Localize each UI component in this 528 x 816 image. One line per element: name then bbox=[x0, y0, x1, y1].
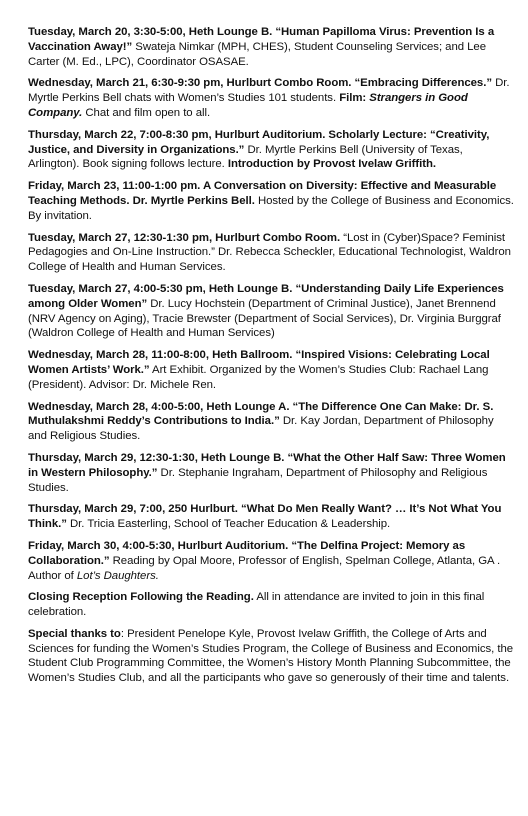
event-details: Dr. Kay Jordan, Department of Philosophy and Religious Studies. bbox=[28, 415, 494, 443]
book-title: Lot’s Daughters. bbox=[76, 569, 159, 582]
event-details: Dr. Stephanie Ingraham, Department of Philosophy and Religious Studies. bbox=[28, 466, 488, 494]
event-details: Dr. Tricia Easterling, School of Teacher Education & Leadership. bbox=[66, 518, 391, 531]
event-entry bbox=[28, 25, 514, 69]
event-heading: Tuesday, March 27, 4:00-5:30 pm, Heth Lounge B. “Understanding Daily Life Experiences among Older Women” bbox=[28, 282, 504, 310]
event-details: Swateja Nimkar (MPH, CHES), Student Counseling Services; and Lee Carter (M. Ed., LPC), Coordinator OSASAE. bbox=[28, 40, 486, 68]
event-entry bbox=[28, 282, 514, 341]
special-thanks-heading: Special thanks to bbox=[28, 627, 121, 640]
event-heading: Thursday, March 29, 7:00, 250 Hurlburt. “What Do Men Really Want? … It’s Not What You Think.” bbox=[28, 503, 502, 531]
event-details: Reading by Opal Moore, Professor of English, Spelman College, Atlanta, GA . Author of bbox=[28, 554, 501, 582]
event-details: Dr. Myrtle Perkins Bell (University of Texas, Arlington). Book signing follows lecture. bbox=[28, 143, 463, 171]
event-details: Hosted by the College of Business and Economics. By invitation. bbox=[28, 194, 514, 222]
event-entry bbox=[28, 179, 514, 223]
introduction-note: Introduction by Provost Ivelaw Griffith. bbox=[227, 158, 436, 171]
event-heading: Friday, March 30, 4:00-5:30, Hurlburt Auditorium. “The Delfina Project: Memory as Collaboration.” bbox=[28, 539, 466, 567]
event-heading: Wednesday, March 28, 11:00-8:00, Heth Ballroom. “Inspired Visions: Celebrating Local Women Artists’ Work.” bbox=[28, 349, 490, 376]
special-thanks-text: : President Penelope Kyle, Provost Ivelaw Griffith, the College of Arts and Sciences for funding the Women’s Studies Program, the College of Business and Economics, the Student Club Programming Committee, the Women’s History Month Planning Subcommittee, the Women’s Studies Club, and all the participants who gave so generously of their time and talents. bbox=[28, 627, 514, 685]
event-heading: Tuesday, March 20, 3:30-5:00, Heth Lounge B. “Human Papilloma Virus: Prevention Is a Vaccination Away!” bbox=[28, 26, 495, 53]
event-heading: Friday, March 23, 11:00-1:00 pm. A Conversation on Diversity: Effective and Measurable Teaching Methods. Dr. Myrtle Perkins Bell. bbox=[28, 180, 497, 207]
event-heading: Wednesday, March 21, 6:30-9:30 pm, Hurlburt Combo Room. “Embracing Differences.” bbox=[28, 77, 492, 90]
event-entry bbox=[28, 539, 514, 583]
event-heading: Wednesday, March 28, 4:00-5:00, Heth Lounge A. “The Difference One Can Make: Dr. S. Muthulakshmi Reddy’s Contributions to India.” bbox=[28, 400, 494, 428]
event-details: All in attendance are invited to join in this final celebration. bbox=[28, 591, 485, 619]
event-heading: Closing Reception Following the Reading. bbox=[28, 591, 254, 604]
event-entry bbox=[28, 502, 514, 532]
event-entry bbox=[28, 400, 514, 444]
film-title: Strangers in Good Company. bbox=[28, 92, 468, 119]
event-details: Dr. Myrtle Perkins Bell chats with Women’s Studies 101 students. bbox=[28, 77, 510, 105]
event-details: Dr. Lucy Hochstein (Department of Criminal Justice), Janet Brennend (NRV Agency on Aging), Tracie Brewster (Department of Social Services), Dr. Virginia Burggraf (Waldron College of Health and Human Services) bbox=[28, 297, 501, 340]
event-details: Art Exhibit. Organized by the Women’s Studies Club: Rachael Lang (President). Advisor: Dr. Michele Ren. bbox=[28, 363, 489, 391]
event-entry bbox=[28, 348, 514, 392]
film-label: Film: bbox=[339, 92, 370, 105]
special-thanks bbox=[28, 627, 514, 686]
event-heading: Thursday, March 29, 12:30-1:30, Heth Lounge B. “What the Other Half Saw: Three Women in Western Philosophy.” bbox=[28, 451, 506, 479]
event-entry bbox=[28, 231, 514, 275]
event-entry bbox=[28, 76, 514, 120]
event-heading: Tuesday, March 27, 12:30-1:30 pm, Hurlburt Combo Room. bbox=[28, 231, 341, 244]
closing-reception bbox=[28, 590, 514, 620]
event-entry bbox=[28, 451, 514, 495]
event-heading: Thursday, March 22, 7:00-8:30 pm, Hurlburt Auditorium. Scholarly Lecture: “Creativity, Justice, and Diversity in Organizations.” bbox=[28, 128, 490, 156]
event-entry bbox=[28, 128, 514, 172]
event-details: Chat and film open to all. bbox=[82, 106, 211, 119]
event-details: “Lost in (Cyber)Space? Feminist Pedagogies and On-Line Instruction.” Dr. Rebecca Scheckler, Educational Technologist, Waldron College of Health and Human Services. bbox=[28, 231, 511, 274]
